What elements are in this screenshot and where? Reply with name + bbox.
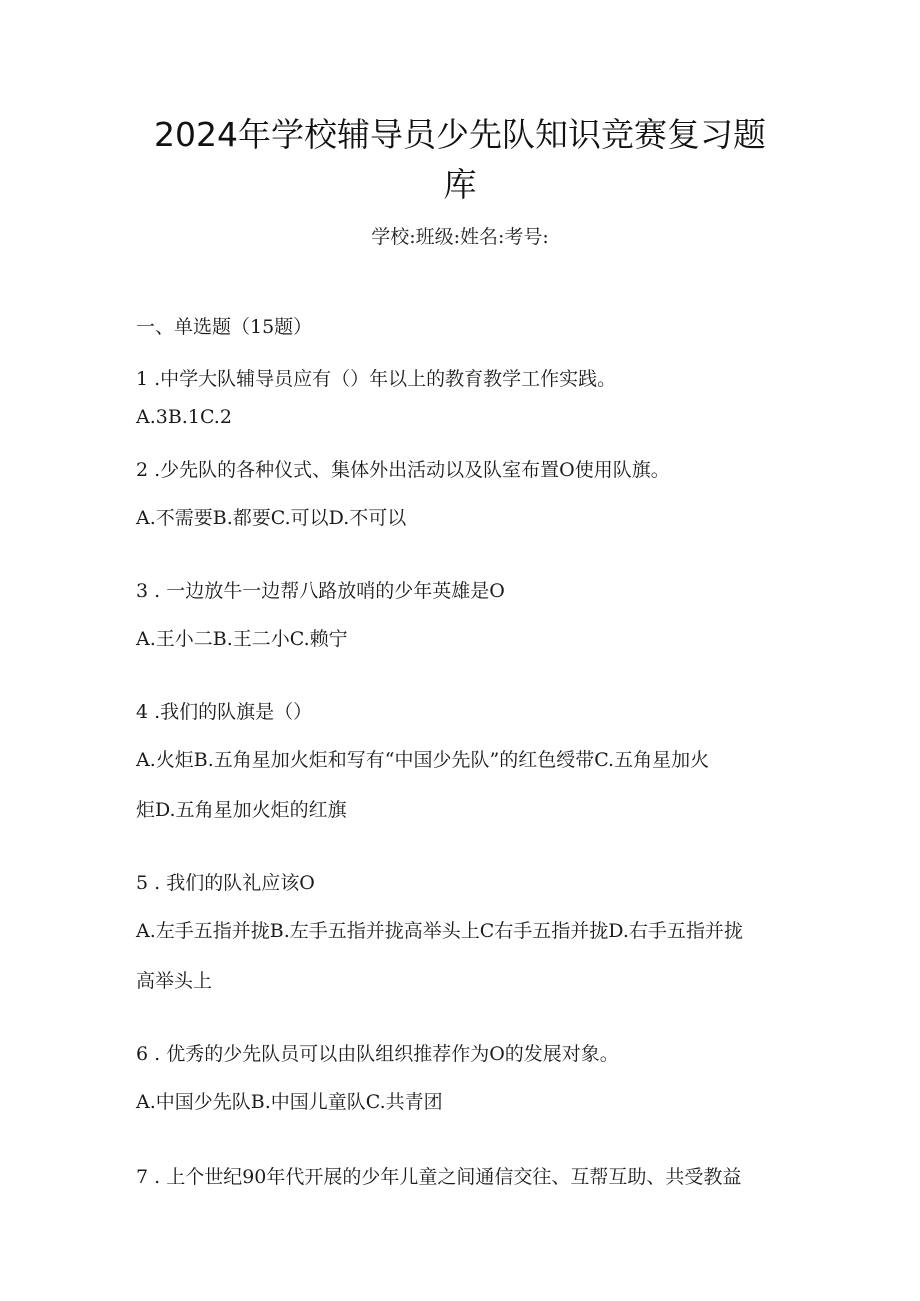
student-info-line: 学校:班级:姓名:考号:	[371, 226, 549, 248]
question-5: 5 . 我们的队礼应该O	[136, 872, 315, 894]
question-6-options: A.中国少先队B.中国儿童队C.共青团	[136, 1091, 443, 1113]
question-4: 4 .我们的队旗是（）	[136, 701, 313, 723]
question-6: 6 . 优秀的少先队员可以由队组织推荐作为O的发展对象。	[136, 1043, 619, 1065]
question-1-options: A.3B.1C.2	[136, 406, 232, 428]
question-4-options: A.火炬B.五角星加火炬和写有“中国少先队”的红色绶带C.五角星加火	[136, 749, 710, 771]
section-heading: 一、单选题（15题）	[136, 316, 313, 338]
question-3: 3 . 一边放牛一边帮八路放哨的少年英雄是O	[136, 580, 505, 602]
question-5-options-cont: 高举头上	[136, 970, 213, 992]
document-title-line-2: 库	[443, 165, 477, 204]
question-5-options: A.左手五指并拢B.左手五指并拢高举头上C右手五指并拢D.右手五指并拢	[136, 920, 743, 942]
document-title-line-1: 2024年学校辅导员少先队知识竞赛复习题	[154, 115, 766, 154]
question-2: 2 .少先队的各种仪式、集体外出活动以及队室布置O使用队旗。	[136, 459, 670, 481]
question-2-options: A.不需要B.都要C.可以D.不可以	[136, 507, 407, 529]
question-1: 1 .中学大队辅导员应有（）年以上的教育教学工作实践。	[136, 368, 617, 390]
question-3-options: A.王小二B.王二小C.赖宁	[136, 628, 348, 650]
question-7: 7 . 上个世纪90年代开展的少年儿童之间通信交往、互帮互助、共受教益	[136, 1166, 742, 1188]
question-4-options-cont: 炬D.五角星加火炬的红旗	[136, 799, 347, 821]
